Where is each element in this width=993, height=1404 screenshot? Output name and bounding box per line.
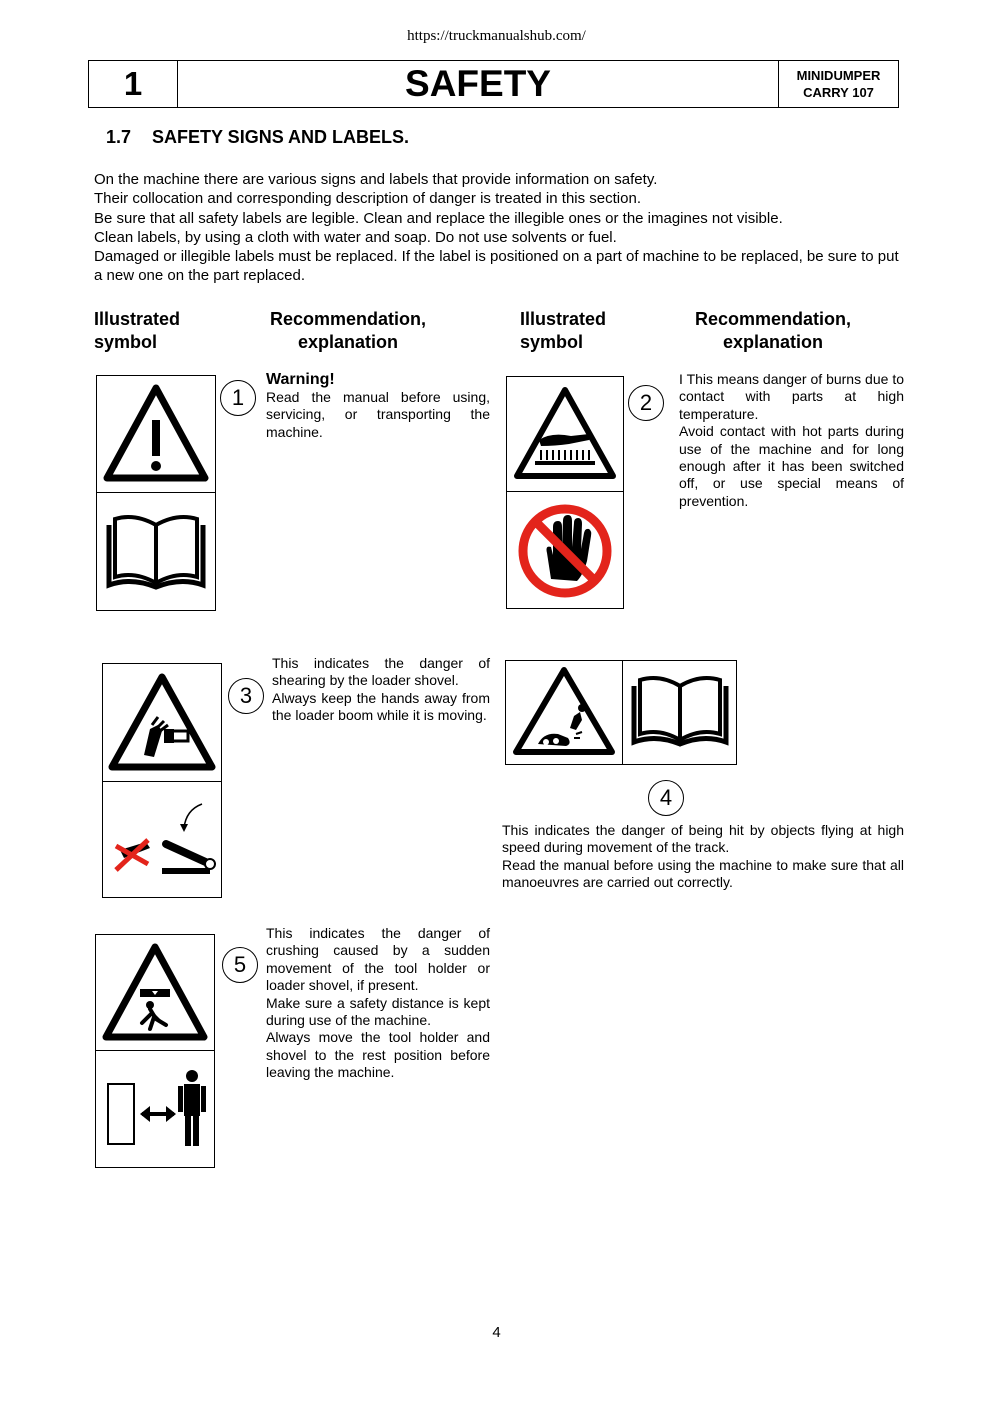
col-head-right-explanation	[685, 308, 861, 354]
col-head-left-explanation	[260, 308, 436, 354]
label-number-3: 3	[228, 678, 264, 714]
col-head-line: symbol	[520, 332, 584, 352]
label-description-5: This indicates the danger of crushing caused by a sudden movement of the tool holder or loader shovel, if present. Make sure a safety distance is kept during use of the machine. Always move the tool holder and shovel to the rest position before leaving the machine.	[266, 925, 490, 1081]
col-head-line: Illustrated	[94, 309, 181, 329]
safety-label-5	[95, 934, 215, 1168]
page-number: 4	[492, 1324, 501, 1341]
hot-surface-icon	[507, 377, 623, 491]
label-description-4: This indicates the danger of being hit by objects flying at high speed during movement of the track. Read the manual before using the machine to make sure that all manoeuvres are carried out correctly.	[502, 822, 904, 891]
section-number: 1.7	[106, 127, 132, 147]
safety-label-4	[505, 660, 737, 765]
section-title: SAFETY SIGNS AND LABELS.	[152, 127, 410, 147]
label-number-5: 5	[222, 947, 258, 983]
model-name	[778, 61, 898, 107]
label-text-1: Read the manual before using, servicing, or transporting the machine.	[266, 389, 490, 440]
label-number-1: 1	[220, 380, 256, 416]
keep-hands-away-icon	[103, 783, 221, 897]
col-head-left-symbol	[94, 308, 180, 354]
safety-label-2	[506, 376, 624, 609]
label-description-2: I This means danger of burns due to contact with parts at high temperature. Avoid contact with hot parts during use of the machine and for long enough after it has been switched off, or use special means of prevention.	[679, 371, 904, 509]
intro-paragraph: Be sure that all safety labels are legible. Clean and replace the illegible ones or the imagines not visible.	[94, 209, 783, 227]
warning-triangle-icon	[97, 376, 215, 492]
model-line-1: MINIDUMPER	[796, 68, 881, 83]
model-line-2: CARRY 107	[803, 85, 874, 100]
chapter-title: SAFETY	[405, 63, 551, 104]
safety-label-1	[96, 375, 216, 611]
crush-hazard-icon	[96, 935, 214, 1050]
safety-distance-icon	[96, 1052, 214, 1167]
read-manual-icon	[97, 494, 215, 610]
read-manual-icon	[624, 661, 736, 763]
no-touch-icon	[507, 493, 623, 608]
intro-paragraph: Damaged or illegible labels must be replaced. If the label is positioned on a part of machine to be replaced, be sure to put a new one on the part replaced.	[94, 248, 899, 285]
col-head-right-symbol	[520, 308, 606, 354]
col-head-line: explanation	[297, 332, 399, 352]
label-number-4: 4	[648, 780, 684, 816]
intro-paragraph: Their collocation and corresponding description of danger is treated in this section.	[94, 190, 641, 208]
intro-paragraph: Clean labels, by using a cloth with water and soap. Do not use solvents or fuel.	[94, 228, 617, 246]
safety-label-3	[102, 663, 222, 898]
chapter-number: 1	[89, 61, 178, 107]
intro-text	[94, 170, 906, 286]
col-head-line: Illustrated	[520, 309, 607, 329]
source-url[interactable]: https://truckmanualshub.com/	[407, 28, 586, 44]
section-heading	[106, 127, 409, 148]
label-number-2: 2	[628, 385, 664, 421]
label-description-1	[266, 371, 490, 441]
col-head-line: explanation	[722, 332, 824, 352]
label-description-3: This indicates the danger of shearing by the loader shovel. Always keep the hands away from the loader boom while it is moving.	[272, 655, 490, 724]
intro-paragraph: On the machine there are various signs and labels that provide information on safety.	[94, 171, 658, 188]
page-header	[88, 60, 899, 108]
hand-shear-icon	[103, 664, 221, 781]
flying-objects-icon	[506, 661, 622, 763]
col-head-line: symbol	[94, 332, 158, 352]
label-title-1: Warning!	[266, 371, 335, 388]
col-head-line: Recommendation,	[694, 309, 852, 329]
col-head-line: Recommendation,	[269, 309, 427, 329]
